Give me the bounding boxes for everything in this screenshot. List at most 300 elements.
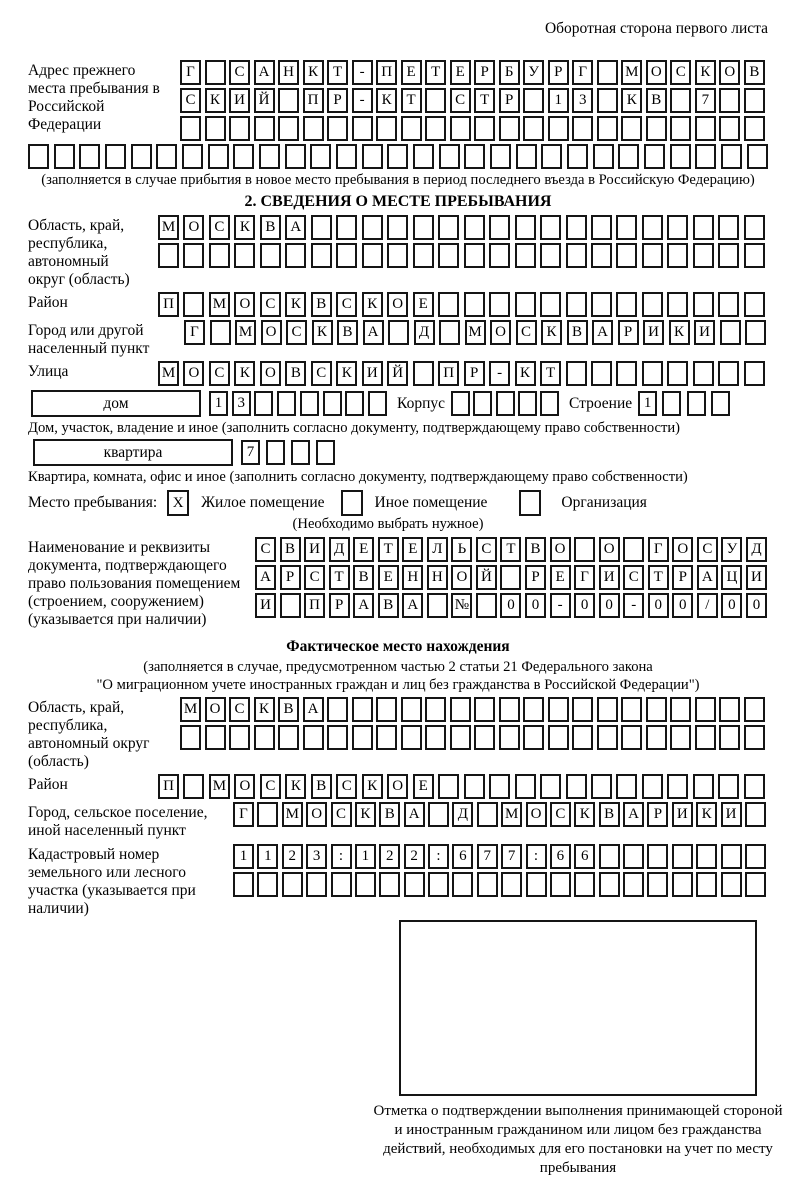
char-cell[interactable]: [229, 725, 250, 750]
char-cell[interactable]: М: [209, 292, 230, 317]
char-cell[interactable]: [183, 243, 204, 268]
char-cell[interactable]: [355, 872, 376, 897]
char-cell[interactable]: [464, 774, 485, 799]
char-cell[interactable]: К: [541, 320, 562, 345]
char-cell[interactable]: Е: [402, 537, 423, 562]
char-cell[interactable]: Т: [500, 537, 521, 562]
char-cell[interactable]: [711, 391, 730, 416]
char-cell[interactable]: О: [526, 802, 547, 827]
char-cell[interactable]: [574, 537, 595, 562]
char-cell[interactable]: [597, 88, 618, 113]
checkbox-other-premises[interactable]: [341, 490, 363, 516]
char-cell[interactable]: [667, 243, 688, 268]
char-cell[interactable]: О: [234, 774, 255, 799]
char-cell[interactable]: С: [260, 292, 281, 317]
char-cell[interactable]: [413, 215, 434, 240]
char-cell[interactable]: 2: [379, 844, 400, 869]
char-cell[interactable]: :: [526, 844, 547, 869]
char-cell[interactable]: С: [255, 537, 276, 562]
char-cell[interactable]: [599, 844, 620, 869]
char-cell[interactable]: С: [209, 215, 230, 240]
char-cell[interactable]: [413, 144, 434, 169]
char-cell[interactable]: [718, 774, 739, 799]
char-cell[interactable]: В: [646, 88, 667, 113]
char-cell[interactable]: [621, 725, 642, 750]
char-cell[interactable]: [670, 88, 691, 113]
char-cell[interactable]: [323, 391, 342, 416]
char-cell[interactable]: [233, 144, 254, 169]
char-cell[interactable]: С: [180, 88, 201, 113]
char-cell[interactable]: 1: [233, 844, 254, 869]
char-cell[interactable]: С: [670, 60, 691, 85]
char-cell[interactable]: [209, 243, 230, 268]
char-cell[interactable]: П: [376, 60, 397, 85]
char-cell[interactable]: [667, 361, 688, 386]
char-cell[interactable]: Т: [329, 565, 350, 590]
char-cell[interactable]: Д: [414, 320, 435, 345]
char-cell[interactable]: С: [311, 361, 332, 386]
char-cell[interactable]: :: [331, 844, 352, 869]
char-cell[interactable]: И: [694, 320, 715, 345]
char-cell[interactable]: О: [451, 565, 472, 590]
char-cell[interactable]: [523, 697, 544, 722]
char-cell[interactable]: 0: [648, 593, 669, 618]
char-cell[interactable]: [515, 243, 536, 268]
char-cell[interactable]: В: [744, 60, 765, 85]
char-cell[interactable]: [79, 144, 100, 169]
char-cell[interactable]: [695, 116, 716, 141]
char-cell[interactable]: [282, 872, 303, 897]
char-cell[interactable]: 1: [548, 88, 569, 113]
char-cell[interactable]: П: [438, 361, 459, 386]
char-cell[interactable]: [489, 774, 510, 799]
char-cell[interactable]: [548, 697, 569, 722]
char-cell[interactable]: [540, 774, 561, 799]
char-cell[interactable]: [428, 802, 449, 827]
char-cell[interactable]: [105, 144, 126, 169]
char-cell[interactable]: Б: [499, 60, 520, 85]
char-cell[interactable]: [310, 144, 331, 169]
char-cell[interactable]: [285, 243, 306, 268]
char-cell[interactable]: [205, 725, 226, 750]
char-cell[interactable]: К: [285, 774, 306, 799]
char-cell[interactable]: [693, 215, 714, 240]
char-cell[interactable]: И: [721, 802, 742, 827]
char-cell[interactable]: [695, 144, 716, 169]
char-cell[interactable]: [379, 872, 400, 897]
char-cell[interactable]: К: [205, 88, 226, 113]
char-cell[interactable]: [311, 243, 332, 268]
char-cell[interactable]: [180, 116, 201, 141]
char-cell[interactable]: Е: [450, 60, 471, 85]
char-cell[interactable]: Р: [329, 593, 350, 618]
char-cell[interactable]: Р: [474, 60, 495, 85]
char-cell[interactable]: С: [260, 774, 281, 799]
char-cell[interactable]: [719, 116, 740, 141]
char-cell[interactable]: К: [312, 320, 333, 345]
char-cell[interactable]: В: [599, 802, 620, 827]
char-cell[interactable]: [425, 725, 446, 750]
char-cell[interactable]: Н: [402, 565, 423, 590]
char-cell[interactable]: [744, 361, 765, 386]
char-cell[interactable]: [336, 144, 357, 169]
checkbox-organization[interactable]: [519, 490, 541, 516]
char-cell[interactable]: [131, 144, 152, 169]
char-cell[interactable]: Г: [574, 565, 595, 590]
char-cell[interactable]: [451, 391, 470, 416]
char-cell[interactable]: К: [669, 320, 690, 345]
char-cell[interactable]: [597, 697, 618, 722]
char-cell[interactable]: [464, 215, 485, 240]
char-cell[interactable]: [744, 774, 765, 799]
char-cell[interactable]: К: [574, 802, 595, 827]
char-cell[interactable]: [670, 697, 691, 722]
char-cell[interactable]: [208, 144, 229, 169]
char-cell[interactable]: М: [621, 60, 642, 85]
char-cell[interactable]: [300, 391, 319, 416]
char-cell[interactable]: [597, 60, 618, 85]
char-cell[interactable]: Д: [746, 537, 767, 562]
char-cell[interactable]: [644, 144, 665, 169]
char-cell[interactable]: Т: [425, 60, 446, 85]
char-cell[interactable]: [450, 725, 471, 750]
char-cell[interactable]: 7: [695, 88, 716, 113]
char-cell[interactable]: [518, 391, 537, 416]
char-cell[interactable]: 1: [209, 391, 228, 416]
char-cell[interactable]: [721, 144, 742, 169]
char-cell[interactable]: Т: [327, 60, 348, 85]
char-cell[interactable]: [303, 725, 324, 750]
char-cell[interactable]: [566, 292, 587, 317]
char-cell[interactable]: [501, 872, 522, 897]
char-cell[interactable]: [616, 774, 637, 799]
char-cell[interactable]: С: [229, 697, 250, 722]
char-cell[interactable]: К: [234, 215, 255, 240]
char-cell[interactable]: Г: [180, 60, 201, 85]
char-cell[interactable]: [464, 292, 485, 317]
char-cell[interactable]: А: [353, 593, 374, 618]
char-cell[interactable]: [593, 144, 614, 169]
char-cell[interactable]: И: [229, 88, 250, 113]
char-cell[interactable]: [667, 292, 688, 317]
char-cell[interactable]: М: [180, 697, 201, 722]
char-cell[interactable]: У: [721, 537, 742, 562]
char-cell[interactable]: [336, 215, 357, 240]
char-cell[interactable]: [229, 116, 250, 141]
char-cell[interactable]: [597, 116, 618, 141]
char-cell[interactable]: С: [623, 565, 644, 590]
char-cell[interactable]: [428, 872, 449, 897]
char-cell[interactable]: [744, 697, 765, 722]
char-cell[interactable]: Р: [327, 88, 348, 113]
char-cell[interactable]: [476, 593, 497, 618]
char-cell[interactable]: А: [592, 320, 613, 345]
char-cell[interactable]: Н: [427, 565, 448, 590]
char-cell[interactable]: [591, 361, 612, 386]
char-cell[interactable]: [306, 872, 327, 897]
char-cell[interactable]: [721, 872, 742, 897]
char-cell[interactable]: К: [621, 88, 642, 113]
char-cell[interactable]: [401, 116, 422, 141]
char-cell[interactable]: И: [362, 361, 383, 386]
char-cell[interactable]: И: [672, 802, 693, 827]
char-cell[interactable]: /: [697, 593, 718, 618]
char-cell[interactable]: [477, 872, 498, 897]
char-cell[interactable]: П: [158, 774, 179, 799]
char-cell[interactable]: К: [254, 697, 275, 722]
char-cell[interactable]: В: [311, 774, 332, 799]
char-cell[interactable]: [647, 844, 668, 869]
char-cell[interactable]: [254, 391, 273, 416]
char-cell[interactable]: [327, 116, 348, 141]
char-cell[interactable]: Е: [550, 565, 571, 590]
char-cell[interactable]: К: [285, 292, 306, 317]
char-cell[interactable]: В: [280, 537, 301, 562]
char-cell[interactable]: [670, 144, 691, 169]
char-cell[interactable]: [618, 144, 639, 169]
char-cell[interactable]: [345, 391, 364, 416]
char-cell[interactable]: [744, 725, 765, 750]
char-cell[interactable]: В: [378, 593, 399, 618]
char-cell[interactable]: [362, 243, 383, 268]
char-cell[interactable]: О: [387, 292, 408, 317]
char-cell[interactable]: А: [285, 215, 306, 240]
char-cell[interactable]: №: [451, 593, 472, 618]
char-cell[interactable]: [477, 802, 498, 827]
char-cell[interactable]: [54, 144, 75, 169]
char-cell[interactable]: [438, 292, 459, 317]
char-cell[interactable]: [540, 243, 561, 268]
char-cell[interactable]: [156, 144, 177, 169]
char-cell[interactable]: [616, 215, 637, 240]
char-cell[interactable]: [28, 144, 49, 169]
char-cell[interactable]: [500, 565, 521, 590]
char-cell[interactable]: О: [672, 537, 693, 562]
char-cell[interactable]: [720, 320, 741, 345]
char-cell[interactable]: В: [567, 320, 588, 345]
char-cell[interactable]: [670, 116, 691, 141]
char-cell[interactable]: С: [304, 565, 325, 590]
char-cell[interactable]: [489, 215, 510, 240]
char-cell[interactable]: М: [158, 361, 179, 386]
char-cell[interactable]: [718, 243, 739, 268]
char-cell[interactable]: [642, 215, 663, 240]
char-cell[interactable]: В: [311, 292, 332, 317]
char-cell[interactable]: [278, 116, 299, 141]
char-cell[interactable]: Р: [499, 88, 520, 113]
char-cell[interactable]: [597, 725, 618, 750]
char-cell[interactable]: -: [352, 88, 373, 113]
char-cell[interactable]: Р: [525, 565, 546, 590]
char-cell[interactable]: С: [550, 802, 571, 827]
char-cell[interactable]: М: [501, 802, 522, 827]
char-cell[interactable]: Л: [427, 537, 448, 562]
char-cell[interactable]: П: [303, 88, 324, 113]
char-cell[interactable]: 2: [282, 844, 303, 869]
char-cell[interactable]: 0: [746, 593, 767, 618]
char-cell[interactable]: В: [337, 320, 358, 345]
char-cell[interactable]: [566, 774, 587, 799]
char-cell[interactable]: [623, 537, 644, 562]
char-cell[interactable]: [719, 725, 740, 750]
char-cell[interactable]: [693, 243, 714, 268]
char-cell[interactable]: К: [695, 60, 716, 85]
char-cell[interactable]: Й: [387, 361, 408, 386]
char-cell[interactable]: [566, 243, 587, 268]
char-cell[interactable]: [474, 725, 495, 750]
char-cell[interactable]: [331, 872, 352, 897]
char-cell[interactable]: [744, 116, 765, 141]
char-cell[interactable]: Т: [648, 565, 669, 590]
char-cell[interactable]: 2: [404, 844, 425, 869]
char-cell[interactable]: [260, 243, 281, 268]
char-cell[interactable]: [621, 697, 642, 722]
char-cell[interactable]: [387, 243, 408, 268]
char-cell[interactable]: Р: [280, 565, 301, 590]
char-cell[interactable]: [257, 872, 278, 897]
char-cell[interactable]: [473, 391, 492, 416]
char-cell[interactable]: Ц: [721, 565, 742, 590]
char-cell[interactable]: [646, 725, 667, 750]
char-cell[interactable]: [362, 215, 383, 240]
char-cell[interactable]: [368, 391, 387, 416]
char-cell[interactable]: М: [465, 320, 486, 345]
char-cell[interactable]: [591, 292, 612, 317]
char-cell[interactable]: [523, 116, 544, 141]
char-cell[interactable]: [670, 725, 691, 750]
char-cell[interactable]: М: [209, 774, 230, 799]
char-cell[interactable]: [719, 88, 740, 113]
char-cell[interactable]: А: [404, 802, 425, 827]
char-cell[interactable]: [474, 697, 495, 722]
char-cell[interactable]: К: [303, 60, 324, 85]
char-cell[interactable]: [550, 872, 571, 897]
char-cell[interactable]: Д: [329, 537, 350, 562]
char-cell[interactable]: [642, 361, 663, 386]
char-cell[interactable]: [233, 872, 254, 897]
char-cell[interactable]: П: [304, 593, 325, 618]
char-cell[interactable]: К: [336, 361, 357, 386]
char-cell[interactable]: О: [306, 802, 327, 827]
char-cell[interactable]: [425, 697, 446, 722]
char-cell[interactable]: [425, 116, 446, 141]
char-cell[interactable]: Е: [413, 774, 434, 799]
char-cell[interactable]: О: [719, 60, 740, 85]
char-cell[interactable]: [623, 844, 644, 869]
char-cell[interactable]: С: [229, 60, 250, 85]
char-cell[interactable]: [439, 144, 460, 169]
char-cell[interactable]: А: [254, 60, 275, 85]
char-cell[interactable]: 1: [355, 844, 376, 869]
char-cell[interactable]: О: [205, 697, 226, 722]
char-cell[interactable]: [566, 215, 587, 240]
char-cell[interactable]: [599, 872, 620, 897]
char-cell[interactable]: Т: [474, 88, 495, 113]
char-cell[interactable]: [303, 116, 324, 141]
char-cell[interactable]: [387, 215, 408, 240]
char-cell[interactable]: [388, 320, 409, 345]
char-cell[interactable]: [438, 215, 459, 240]
char-cell[interactable]: М: [235, 320, 256, 345]
char-cell[interactable]: [183, 774, 204, 799]
char-cell[interactable]: 7: [501, 844, 522, 869]
char-cell[interactable]: [572, 697, 593, 722]
char-cell[interactable]: М: [158, 215, 179, 240]
char-cell[interactable]: И: [599, 565, 620, 590]
char-cell[interactable]: [516, 144, 537, 169]
char-cell[interactable]: [515, 292, 536, 317]
char-cell[interactable]: [316, 440, 335, 465]
char-cell[interactable]: 3: [306, 844, 327, 869]
char-cell[interactable]: 7: [241, 440, 260, 465]
char-cell[interactable]: Г: [233, 802, 254, 827]
char-cell[interactable]: [616, 243, 637, 268]
char-cell[interactable]: 0: [599, 593, 620, 618]
char-cell[interactable]: В: [278, 697, 299, 722]
char-cell[interactable]: [616, 292, 637, 317]
char-cell[interactable]: [591, 215, 612, 240]
char-cell[interactable]: [566, 361, 587, 386]
char-cell[interactable]: 0: [721, 593, 742, 618]
char-cell[interactable]: [693, 292, 714, 317]
char-cell[interactable]: 6: [550, 844, 571, 869]
char-cell[interactable]: [499, 116, 520, 141]
char-cell[interactable]: [352, 116, 373, 141]
char-cell[interactable]: [452, 872, 473, 897]
char-cell[interactable]: [387, 144, 408, 169]
char-cell[interactable]: О: [183, 215, 204, 240]
char-cell[interactable]: [210, 320, 231, 345]
char-cell[interactable]: [667, 215, 688, 240]
char-cell[interactable]: [515, 774, 536, 799]
char-cell[interactable]: 7: [477, 844, 498, 869]
char-cell[interactable]: [744, 88, 765, 113]
char-cell[interactable]: [744, 215, 765, 240]
char-cell[interactable]: [747, 144, 768, 169]
char-cell[interactable]: [254, 116, 275, 141]
char-cell[interactable]: [327, 697, 348, 722]
char-cell[interactable]: Р: [618, 320, 639, 345]
char-cell[interactable]: К: [234, 361, 255, 386]
char-cell[interactable]: О: [646, 60, 667, 85]
char-cell[interactable]: О: [599, 537, 620, 562]
char-cell[interactable]: [280, 593, 301, 618]
char-cell[interactable]: [642, 292, 663, 317]
char-cell[interactable]: [401, 697, 422, 722]
char-cell[interactable]: Е: [413, 292, 434, 317]
char-cell[interactable]: [362, 144, 383, 169]
char-cell[interactable]: [548, 725, 569, 750]
char-cell[interactable]: Т: [378, 537, 399, 562]
char-cell[interactable]: [352, 725, 373, 750]
char-cell[interactable]: [718, 215, 739, 240]
char-cell[interactable]: [718, 361, 739, 386]
char-cell[interactable]: [642, 243, 663, 268]
char-cell[interactable]: -: [489, 361, 510, 386]
char-cell[interactable]: В: [525, 537, 546, 562]
char-cell[interactable]: [572, 725, 593, 750]
char-cell[interactable]: [489, 292, 510, 317]
char-cell[interactable]: [278, 88, 299, 113]
char-cell[interactable]: [540, 292, 561, 317]
char-cell[interactable]: Т: [401, 88, 422, 113]
char-cell[interactable]: [327, 725, 348, 750]
char-cell[interactable]: [642, 774, 663, 799]
char-cell[interactable]: [439, 320, 460, 345]
char-cell[interactable]: 1: [257, 844, 278, 869]
char-cell[interactable]: Е: [378, 565, 399, 590]
char-cell[interactable]: [693, 361, 714, 386]
